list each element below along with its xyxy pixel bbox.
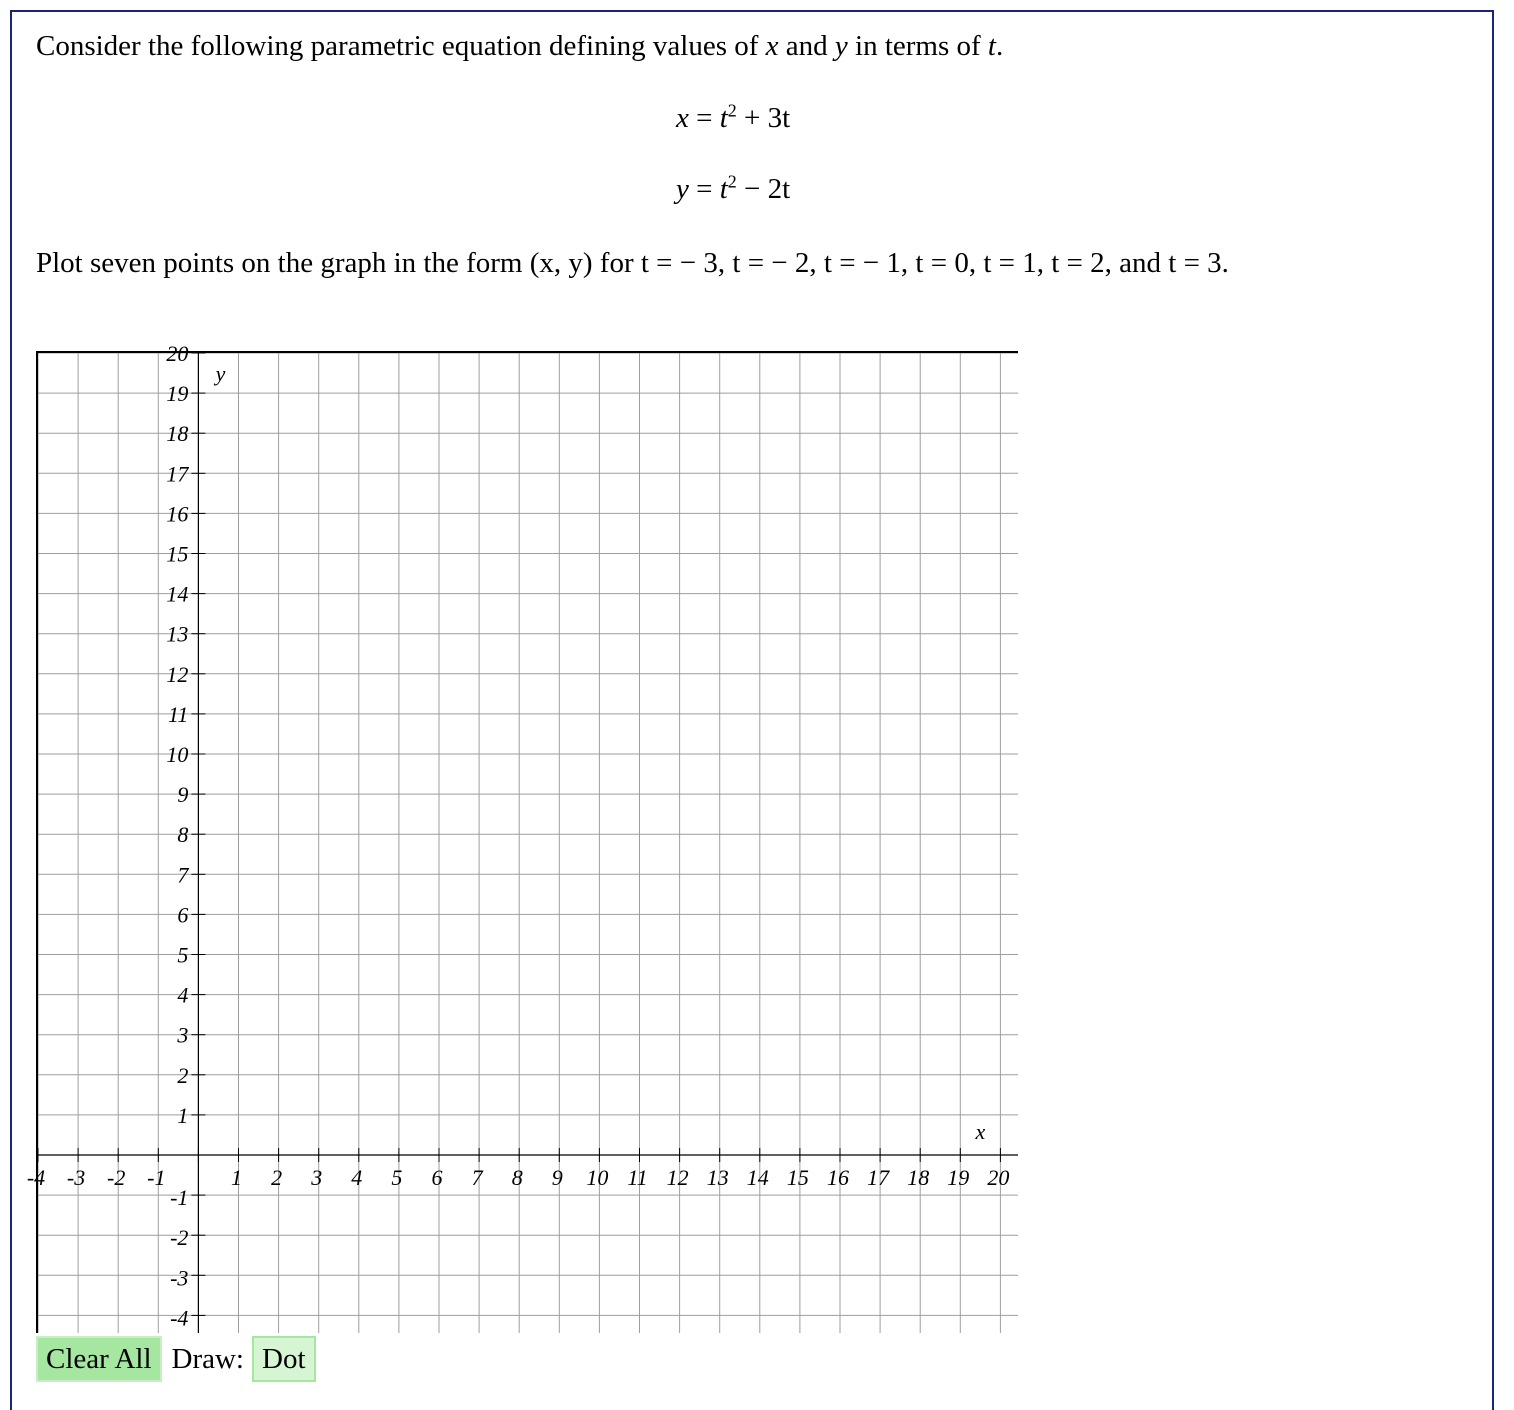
clear-all-button[interactable]: Clear All [36,1336,162,1382]
var-y: y [834,30,848,62]
x-tick-label: 6 [431,1165,443,1190]
eq-x-exponent: 2 [727,100,737,121]
draw-label: Draw: [171,1342,244,1375]
x-tick-label: 15 [786,1165,809,1190]
x-tick-label: -4 [26,1165,46,1190]
equation-x [676,102,790,135]
y-tick-label: 12 [166,661,189,687]
y-tick-label: 9 [177,782,189,808]
coordinate-grid[interactable] [26,341,1018,1333]
y-tick-label: 7 [177,862,189,888]
eq-y-base: t [719,173,728,205]
instruction-text: Plot seven points on the graph in the form (x, y) for t = − 3, t = − 2, t = − 1, t = 0, t = 1, t = 2, and t = 3. [36,247,1229,279]
y-tick-label: 11 [168,701,189,727]
x-tick-label: 17 [867,1165,890,1190]
x-tick-label: 8 [511,1165,523,1190]
y-axis-label: y [215,361,226,387]
eq-x-lhs: x [676,102,689,134]
y-tick-label: -4 [170,1305,189,1331]
graph-area[interactable] [26,341,1018,1338]
dot-tool-button[interactable]: Dot [252,1336,316,1382]
x-tick-label: 11 [627,1165,648,1190]
eq-y-exponent: 2 [727,171,737,192]
y-tick-label: 19 [166,381,189,407]
y-tick-label: 17 [166,461,189,487]
var-t: t [987,30,996,62]
eq-y-equals: = [696,173,713,205]
eq-x-equals: = [696,102,713,134]
x-tick-label: 2 [271,1165,283,1190]
x-tick-label: 5 [391,1165,403,1190]
x-axis-label: x [975,1118,986,1144]
intro-text: Consider the following parametric equation defining values of [36,30,759,62]
x-tick-label: 10 [586,1165,609,1190]
x-tick-label: 12 [666,1165,689,1190]
intro-and: and [785,30,828,62]
y-tick-label: -2 [170,1225,189,1251]
x-tick-label: 3 [311,1165,323,1190]
x-tick-label: 7 [471,1165,483,1190]
x-tick-label: 4 [351,1165,363,1190]
x-tick-label: 19 [947,1165,970,1190]
var-x: x [765,30,779,62]
x-tick-label: 9 [551,1165,563,1190]
y-tick-label: 6 [177,902,189,928]
y-tick-label: 18 [166,421,189,447]
x-tick-label: 20 [987,1165,1010,1190]
question-intro [36,30,1003,63]
y-tick-label: 10 [166,742,189,767]
y-tick-label: 14 [166,581,189,607]
graph-controls [36,1336,316,1382]
x-tick-label: 1 [231,1165,242,1190]
eq-y-lhs: y [676,173,689,205]
x-tick-label: -2 [107,1165,126,1190]
y-tick-label: 8 [177,822,189,848]
y-tick-label: 15 [166,541,189,567]
y-tick-label: 5 [177,942,189,968]
x-tick-label: -1 [147,1165,166,1190]
y-tick-label: -3 [170,1265,189,1291]
eq-y-rest: − 2t [744,173,791,205]
y-tick-label: 2 [177,1062,189,1088]
eq-x-base: t [719,102,728,134]
x-tick-label: 14 [746,1165,769,1190]
x-tick-label: 18 [907,1165,930,1190]
eq-x-rest: + 3t [744,102,791,134]
y-tick-label: 3 [177,1022,189,1048]
intro-middle: in terms of [855,30,981,62]
intro-end: . [995,30,1004,62]
equation-y [676,173,790,206]
y-tick-label: 20 [166,341,189,366]
y-tick-label: 16 [166,501,189,527]
x-tick-label: 16 [827,1165,849,1190]
y-tick-label: 1 [177,1102,189,1128]
y-tick-label: 4 [177,982,189,1008]
y-tick-label: 13 [166,621,189,647]
y-tick-label: -1 [170,1185,189,1211]
x-tick-label: -3 [66,1165,86,1190]
x-tick-label: 13 [706,1165,729,1190]
